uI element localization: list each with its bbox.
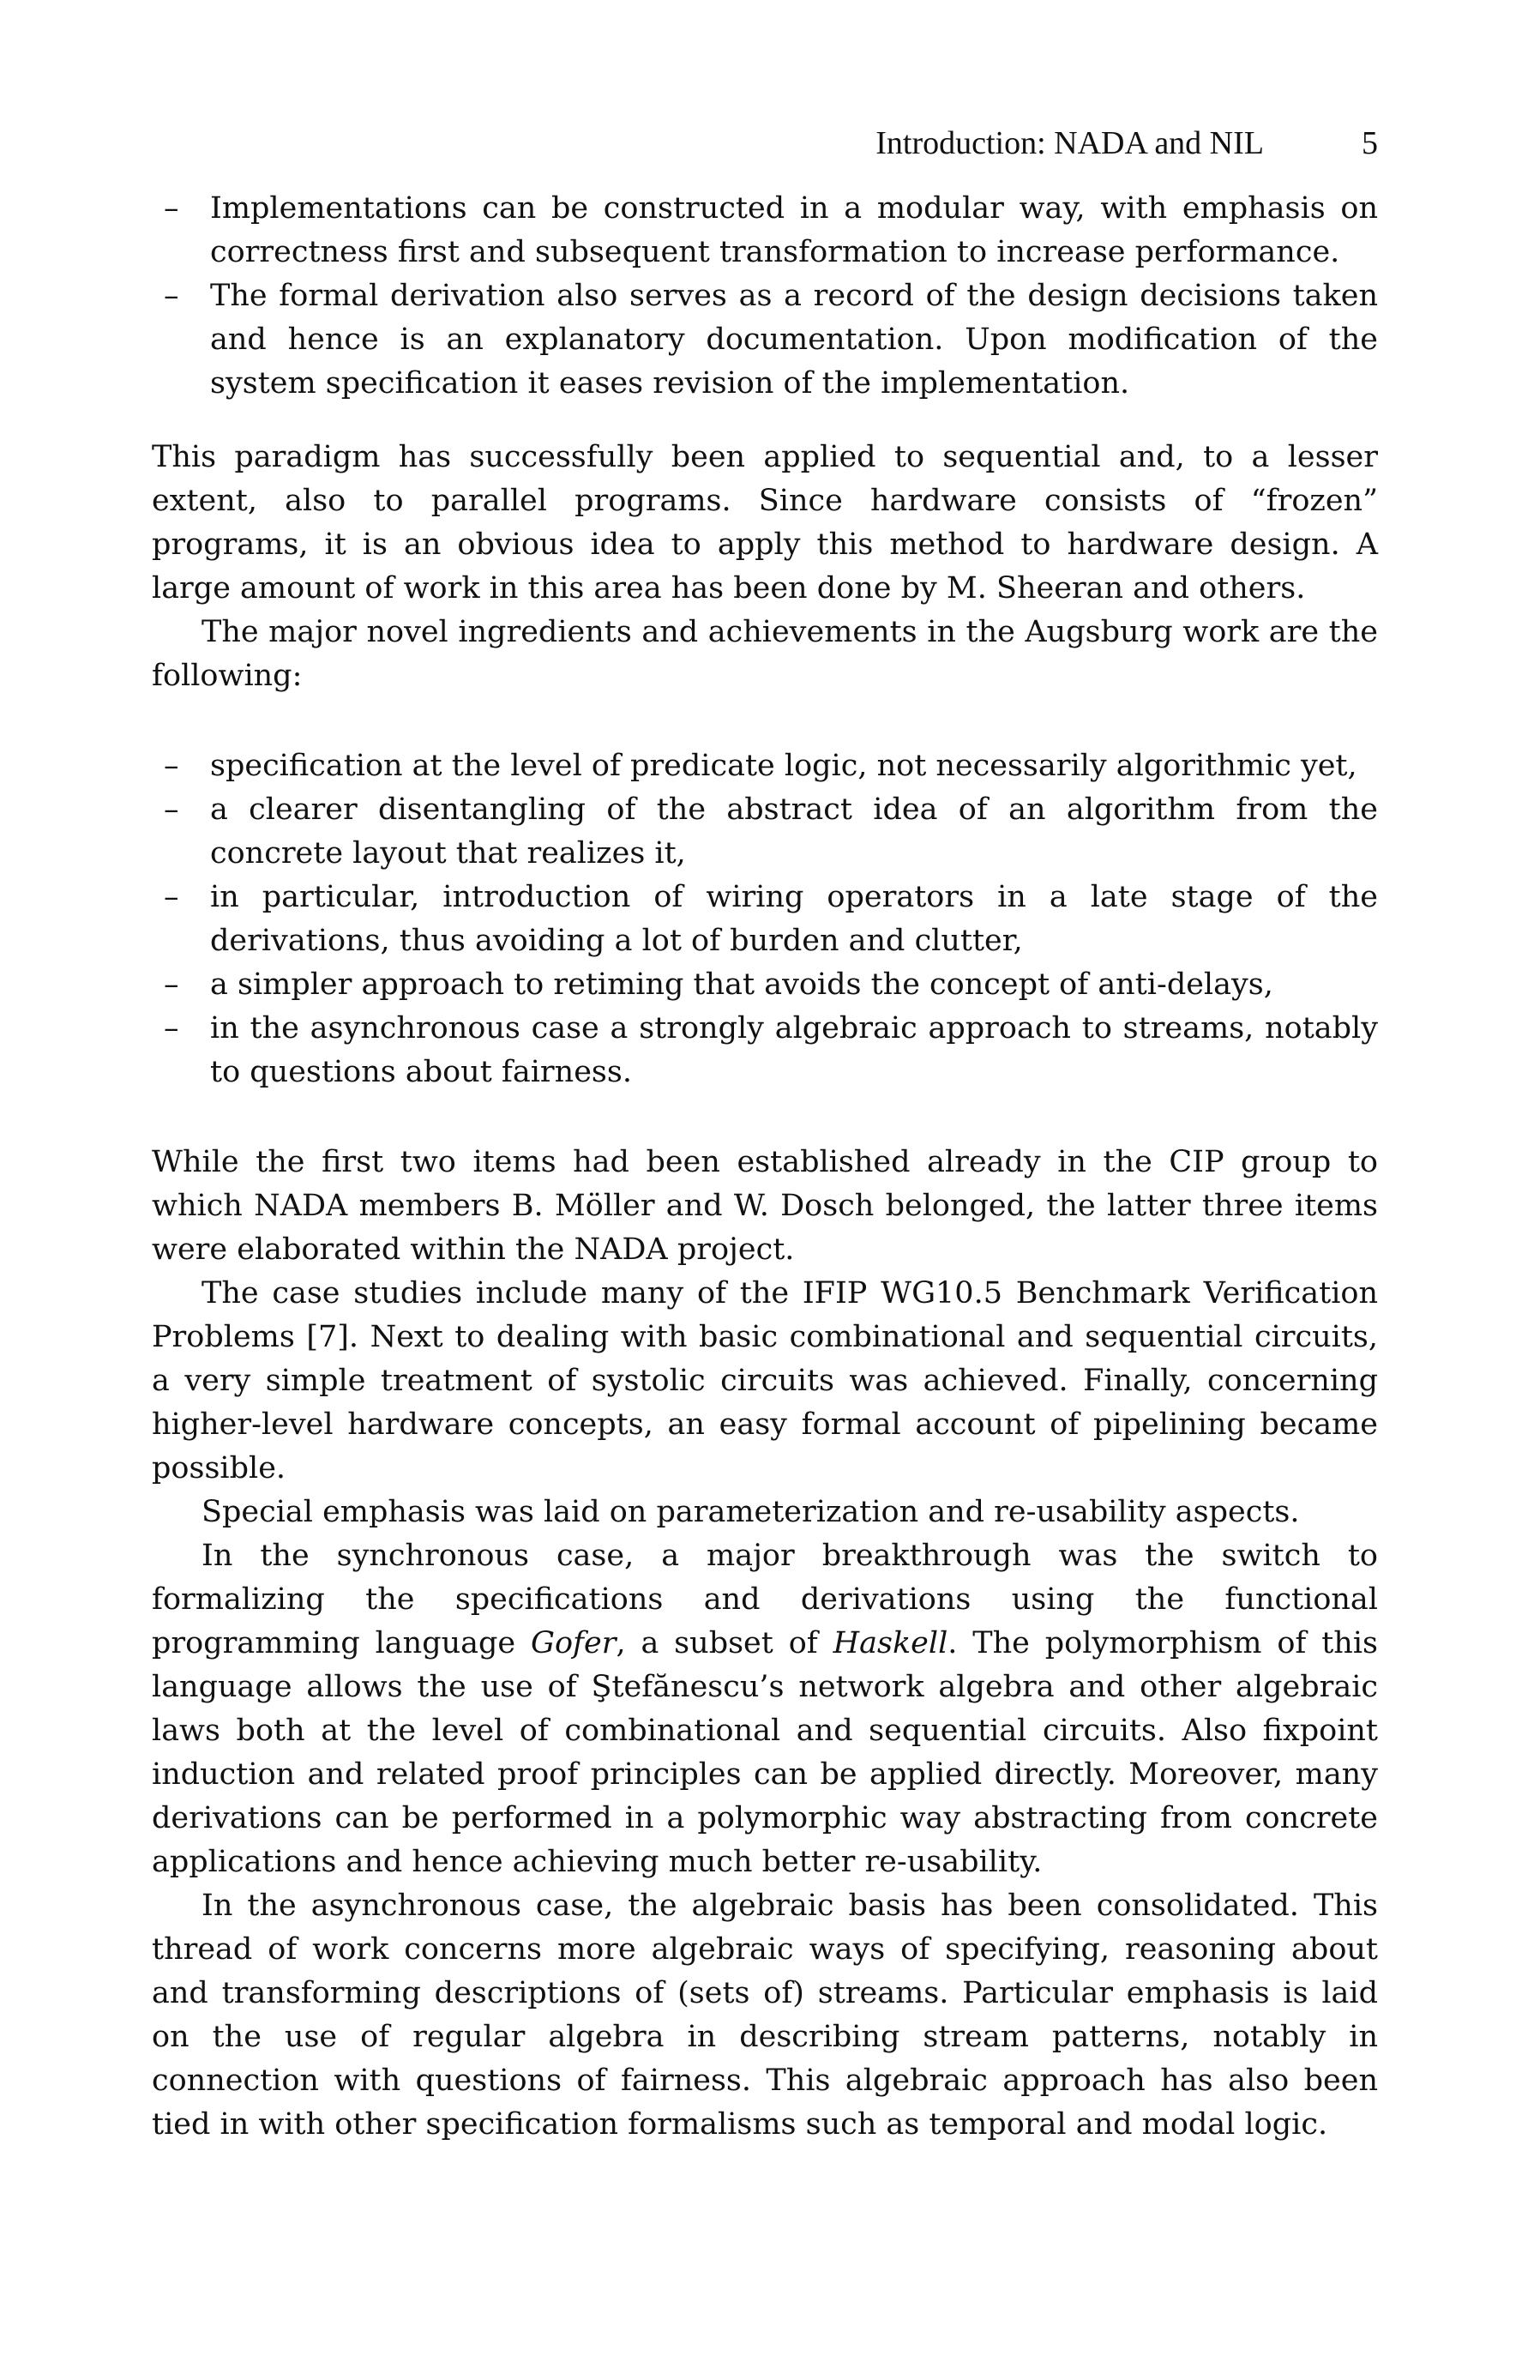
list-item: – specification at the level of predicate logic, not necessarily algorithmic yet,	[152, 744, 1378, 788]
paragraph: This paradigm has successfully been applied to sequential and, to a lesser extent, also to parallel programs. Since hardware consists of “frozen” programs, it is an obvious idea to apply this method to hardware design. A large amount of work in this area has been done by M. Sheeran and others.	[152, 440, 1378, 606]
list-item: – The formal derivation also serves as a record of the design decisions taken and hence is an explanatory documentation. Upon modification of the system specification it eases revision of the implementation.	[152, 274, 1378, 406]
bullet-list-benefits	[152, 187, 1378, 406]
running-head-title: Introduction: NADA and NIL	[875, 125, 1264, 161]
paragraph: In the asynchronous case, the algebraic basis has been consolidated. This thread of work concerns more algebraic ways of specifying, reasoning about and transforming descriptions of (sets of) streams. Particular emphasis is laid on the use of regular algebra in describing stream patterns, notably in connection with questions of fairness. This algebraic approach has also been tied in with other specification formalisms such as temporal and modal logic.	[152, 1889, 1378, 2142]
paragraph: While the first two items had been established already in the CIP group to which NADA members B. Möller and W. Dosch belonged, the latter three items were elaborated within the NADA project.	[152, 1145, 1378, 1267]
list-item: – Implementations can be constructed in a modular way, with emphasis on correctness first and subsequent transformation to increase performance.	[152, 187, 1378, 274]
list-item: – in particular, introduction of wiring operators in a late stage of the derivations, thus avoiding a lot of burden and clutter,	[152, 876, 1378, 963]
bullet-list-ingredients	[152, 744, 1378, 1094]
text-span: In the synchronous case, a major breakthrough was the switch to formalizing the specifications and derivations using the functional programming language	[152, 1539, 1378, 1660]
list-item: – a clearer disentangling of the abstract idea of an algorithm from the concrete layout that realizes it,	[152, 788, 1378, 876]
paragraph: Special emphasis was laid on parameterization and re-usability aspects.	[202, 1495, 1300, 1529]
list-item: – in the asynchronous case a strongly algebraic approach to streams, notably to questions about fairness.	[152, 1007, 1378, 1094]
paragraph-paradigm	[152, 436, 1378, 698]
text-span: . The polymorphism of this language allows the use of Ştefănescu’s network algebra and other algebraic laws both at the level of combinational and sequential circuits. Also fixpoint induction and related proof principles can be applied directly. Moreover, many derivations can be performed in a polymorphic way abstracting from concrete applications and hence achieving much better re-usability.	[152, 1626, 1379, 1879]
running-head	[152, 124, 1378, 167]
paragraphs-main	[152, 1141, 1378, 2147]
text-span: , a subset of	[616, 1626, 833, 1660]
haskell-term: Haskell	[833, 1626, 948, 1660]
paragraph: The major novel ingredients and achievements in the Augsburg work are the following:	[152, 615, 1378, 693]
paragraph: The case studies include many of the IFIP WG10.5 Benchmark Verification Problems [7]. Next to dealing with basic combinational and sequential circuits, a very simple treatment of systolic circuits was achieved. Finally, concerning higher-level hardware concepts, an easy formal account of pipelining became possible.	[152, 1276, 1378, 1485]
gofer-term: Gofer	[531, 1626, 617, 1660]
list-item: – a simpler approach to retiming that avoids the concept of anti-delays,	[152, 963, 1378, 1007]
page-number: 5	[1362, 125, 1378, 161]
paragraph-synchronous	[152, 1534, 1378, 1884]
